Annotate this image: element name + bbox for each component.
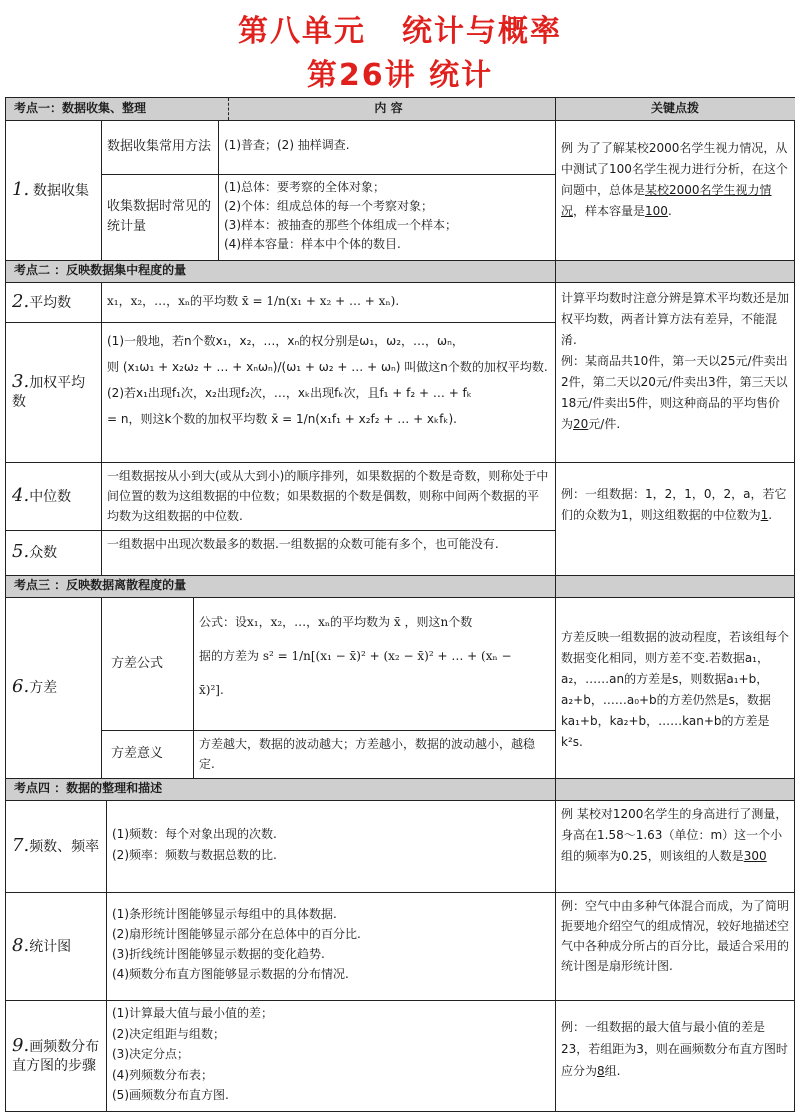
- s1-name-cell: [6, 120, 101, 260]
- s3-name: 加权平均数: [12, 375, 86, 410]
- s9-line: (4)列频数分布表；: [112, 1067, 213, 1082]
- s6-note: 方差反映一组数据的波动程度，若该组每个数据变化相同，则方差不变.若数据a₁，a₂，……an的方差是s，则数据a₁+b，a₂+b，……a₀+b的方差仍然是s，数据ka₁+b，ka₂+b，……kan+b的方差是k²s.: [561, 630, 790, 749]
- rule: [101, 282, 102, 575]
- rule: [6, 778, 794, 779]
- s3-content: [101, 322, 555, 462]
- s9-line: (5)画频数分布直方图.: [112, 1088, 229, 1102]
- rule: [101, 120, 102, 260]
- s3-line: 则 (x₁ω₁ + x₂ω₂ + … + xₙωₙ)/(ω₁ + ω₂ + … + ωₙ) 叫做这n个数的加权平均数.: [107, 360, 548, 374]
- s7-line: (1)频数：每个对象出现的次数.: [112, 827, 277, 841]
- s6-sub2-content: 方差越大，数据的波动越大；方差越小，数据的波动越小，越稳定.: [199, 737, 536, 771]
- s7-number: 7.: [12, 834, 30, 856]
- rule: [6, 462, 794, 463]
- s6-name: 方差: [29, 680, 58, 696]
- knowledge-table: [5, 97, 795, 1112]
- s9-number: 9.: [12, 1034, 30, 1056]
- s1-sub2-label: 收集数据时常见的统计量: [107, 199, 212, 234]
- s8-name: 统计图: [29, 938, 72, 955]
- s45-note-end: .: [768, 508, 773, 522]
- s45-note-answer: 1: [760, 508, 769, 522]
- rule: [6, 1000, 794, 1001]
- section-header-3: 考点三 ：反映数据离散程度的量: [6, 575, 794, 597]
- rule: [6, 322, 555, 323]
- s5-content: 一组数据中出现次数最多的数据.一组数据的众数可能有多个，也可能没有.: [107, 537, 499, 551]
- s3-note-tip: 计算平均数时注意分辨是算术平均数还是加权平均数，两者计算方法有差异，不能混淆.: [561, 291, 790, 347]
- s4-number: 4.: [12, 484, 30, 506]
- s9-line: (1)计算最大值与最小值的差；: [112, 1006, 273, 1020]
- rule: [218, 120, 219, 260]
- s7-note-answer: 300: [743, 849, 767, 863]
- s1-sub1-label: 数据收集常用方法: [107, 139, 212, 154]
- s3-line: (2)若x₁出现f₁次，x₂出现f₂次，…，xₖ出现fₖ次，且f₁ + f₂ + … + fₖ: [107, 386, 472, 400]
- header-divider: [228, 98, 229, 120]
- section-header-2: 考点二 ：反映数据集中程度的量: [6, 260, 794, 282]
- rule: [6, 575, 794, 576]
- s9-line: (3)决定分点；: [112, 1047, 189, 1061]
- rule: [101, 597, 102, 778]
- s1-number: 1.: [12, 178, 30, 200]
- s2-number: 2.: [12, 290, 30, 312]
- s1-note-answer2: 100: [645, 204, 668, 218]
- s2-name: 平均数: [29, 294, 72, 311]
- s9-name-cell: [6, 1000, 106, 1111]
- rule: [101, 174, 555, 175]
- unit-name: 统计与概率: [402, 14, 562, 49]
- header-content: 内 容: [222, 98, 555, 120]
- s1-sub2-content: [218, 174, 555, 260]
- s1-note-text2: ，样本容量是: [573, 204, 646, 218]
- rule: [106, 800, 107, 1111]
- s1-line: (1)总体：要考察的全体对象；: [224, 180, 385, 194]
- rule: [6, 120, 794, 121]
- s7-note: [555, 800, 795, 892]
- s7-content: [106, 800, 555, 892]
- s1-note-text: 例 为了了解某校2000名学生视力情况，从中测试了100名学生视力进行分析，在这个问题中，总体是: [561, 141, 788, 197]
- s4-name-cell: [6, 462, 101, 530]
- s3-name-cell: [6, 322, 101, 462]
- s8-line: (4)频数分布直方图能够显示数据的分布情况.: [112, 967, 349, 981]
- lecture-title: 第26讲 统计: [306, 58, 494, 93]
- rule: [6, 892, 794, 893]
- s4-content: 一组数据按从小到大(或从大到小)的顺序排列，如果数据的个数是奇数，则称处于中间位置的数为这组数据的中位数；如果数据的个数是偶数，则称中间两个数据的平均数为这组数据的中位数.: [107, 469, 549, 523]
- s6-formula-line: 据的方差为 s² = 1/n[(x₁ − x̄)² + (x₂ − x̄)² + … + (xₙ −: [199, 649, 512, 663]
- s8-line: (1)条形统计图能够显示每组中的具体数据.: [112, 907, 337, 921]
- rule: [6, 282, 794, 283]
- s1-note-answer1: 某校2000名学生视力情况: [561, 183, 772, 218]
- s8-name-cell: [6, 892, 106, 1000]
- s1-line: (2)个体：组成总体的每一个考察对象；: [224, 199, 433, 213]
- s6-formula-line: x̄)²].: [199, 683, 224, 697]
- s3-note-example: 例：某商品共10件，第一天以25元/件卖出2件，第二天以20元/件卖出3件，第三天以18元/件卖出5件，则这种商品的平均售价为: [561, 354, 788, 431]
- s1-line: (3)样本：被抽查的那些个体组成一个样本；: [224, 218, 457, 232]
- s9-line: (2)决定组距与组数；: [112, 1026, 225, 1041]
- s9-content: [106, 1000, 555, 1111]
- unit-title: [0, 6, 800, 50]
- s8-content: [106, 892, 555, 1000]
- section-header-4: 考点四 ：数据的整理和描述: [6, 778, 794, 800]
- s5-name: 众数: [29, 545, 58, 561]
- rule: [6, 260, 794, 261]
- s1-name: 数据收集: [33, 182, 90, 199]
- s45-note: [555, 462, 795, 575]
- s8-line: (2)扇形统计图能够显示部分在总体中的百分比.: [112, 927, 361, 941]
- rule: [193, 597, 194, 778]
- unit-number: 第八单元: [238, 14, 366, 49]
- s3-note-end: 元/件.: [588, 417, 621, 431]
- s1-note-end: .: [667, 204, 672, 218]
- s3-note: [555, 282, 795, 462]
- s7-note-text: 例 某校对1200名学生的身高进行了测量，身高在1.58～1.63（单位：m）这一个小组的频率为0.25，则该组的人数是: [561, 807, 788, 863]
- s7-name-cell: [6, 800, 106, 892]
- s8-line: (3)折线统计图能够显示数据的变化趋势.: [112, 947, 325, 961]
- s7-line: (2)频率：频数与数据总数的比.: [112, 848, 277, 862]
- s1-line: (4)样本容量：样本中个体的数目.: [224, 237, 401, 251]
- rule: [101, 730, 555, 731]
- s9-note-answer: 8: [597, 1064, 605, 1078]
- s2-content: x₁，x₂，…，xₙ的平均数 x̄ = 1/n(x₁ + x₂ + … + xₙ).: [107, 294, 400, 308]
- s4-name: 中位数: [29, 488, 72, 505]
- rule: [555, 98, 556, 1111]
- s3-note-answer: 20: [573, 417, 589, 431]
- s6-formula: [193, 597, 555, 730]
- s5-name-cell: [6, 530, 101, 575]
- header-key-points: 关键点拨: [555, 98, 795, 120]
- s9-note-end: 组.: [604, 1064, 621, 1078]
- s1-note: [555, 120, 795, 260]
- rule: [6, 800, 794, 801]
- header-topic: 考点一：数据收集、整理: [6, 98, 222, 120]
- s9-note-text: 例：一组数据的最大值与最小值的差是23，若组距为3，则在画频数分布直方图时应分为: [561, 1020, 788, 1078]
- s9-name: 画频数分布直方图的步骤: [12, 1038, 100, 1074]
- s6-sub2-label: 方差意义: [111, 746, 164, 761]
- s3-number: 3.: [12, 371, 30, 392]
- s7-name: 频数、频率: [29, 838, 100, 855]
- rule: [6, 530, 555, 531]
- s6-formula-line: 公式：设x₁，x₂，…，xₙ的平均数为 x̄ ，则这n个数: [199, 615, 473, 629]
- s6-name-cell: [6, 597, 101, 778]
- s9-note: [555, 1000, 795, 1111]
- s3-line: (1)一般地，若n个数x₁，x₂，…，xₙ的权分别是ω₁，ω₂，…，ωₙ，: [107, 334, 464, 348]
- s6-sub1-label: 方差公式: [111, 655, 164, 671]
- s8-note: 例：空气中由多种气体混合而成，为了简明扼要地介绍空气的组成情况，较好地描述空气中各种成分所占的百分比，最适合采用的统计图是扇形统计图.: [561, 899, 790, 973]
- s5-number: 5.: [12, 541, 30, 562]
- s6-number: 6.: [12, 676, 30, 697]
- s8-number: 8.: [12, 934, 30, 956]
- s3-line: = n，则这k个数的加权平均数 x̄ = 1/n(x₁f₁ + x₂f₂ + … + xₖfₖ).: [107, 412, 457, 426]
- s45-note-text: 例：一组数据：1，2，1，0，2，a，若它们的众数为1，则这组数据的中位数为: [561, 487, 787, 522]
- s2-name-cell: [6, 282, 101, 322]
- rule: [6, 597, 794, 598]
- s1-sub1-content: (1)普查；(2) 抽样调查.: [224, 138, 350, 152]
